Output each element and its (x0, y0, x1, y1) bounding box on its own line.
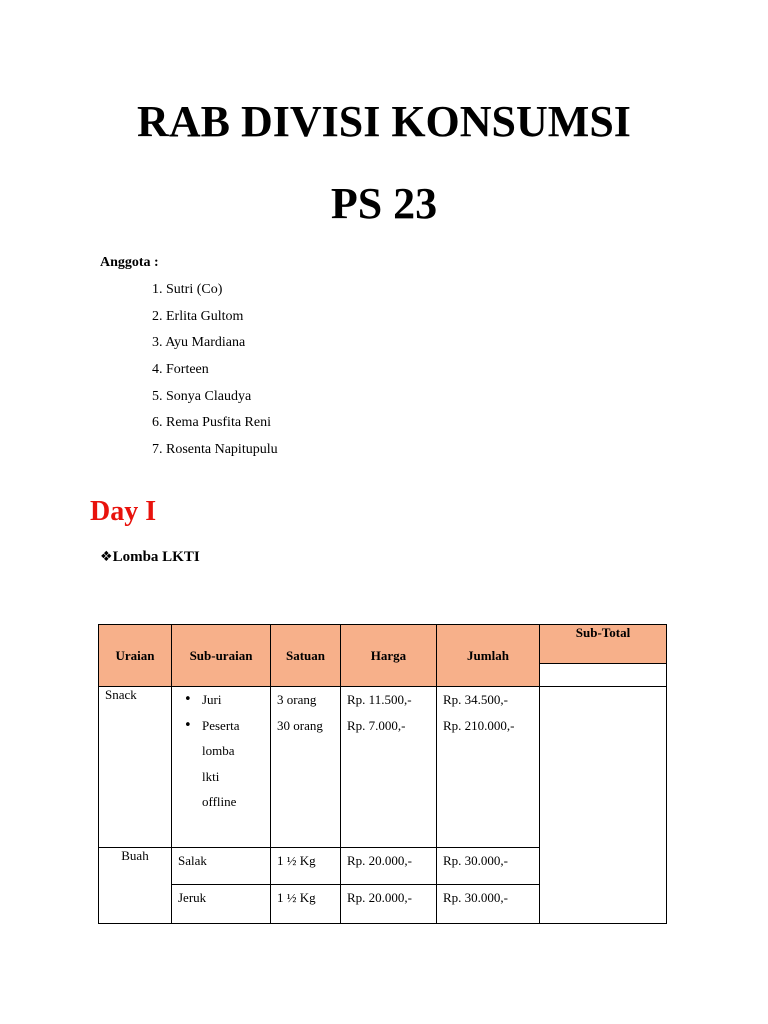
cell-sub-uraian (172, 885, 271, 924)
header-harga: Harga (341, 625, 437, 687)
header-sub-total (540, 625, 667, 687)
cell-sub-uraian (172, 848, 271, 885)
cell-harga (341, 687, 437, 848)
list-item (192, 713, 264, 815)
table-row (99, 687, 667, 848)
list-item: • Juri (192, 687, 264, 713)
list-item-line: lomba (202, 743, 235, 758)
header-uraian: Uraian (99, 625, 172, 687)
members-list (152, 280, 278, 467)
cell-value: 3 orang (277, 692, 317, 707)
list-item-line: lkti (202, 768, 220, 784)
cell-value: Jeruk (178, 890, 207, 905)
cell-value: Rp. 30.000,- (443, 853, 508, 868)
header-sub-uraian: Sub-uraian (172, 625, 271, 687)
list-item: 1. Sutri (Co) (152, 282, 223, 297)
cell-harga (341, 848, 437, 885)
cell-jumlah (437, 848, 540, 885)
cell-jumlah (437, 885, 540, 924)
header-satuan: Satuan (271, 625, 341, 687)
cell-value: Rp. 20.000,- (347, 853, 412, 868)
list-item: 4. Forteen (152, 362, 209, 378)
cell-sub-uraian (172, 687, 271, 848)
diamond-bullet-icon: ❖ (100, 549, 113, 565)
list-item: 6. Rema Pusfita Reni (152, 415, 271, 431)
day-heading: Day I (90, 496, 157, 527)
cell-jumlah (437, 687, 540, 848)
cell-value: Rp. 210.000,- (443, 717, 515, 733)
cell-value: 1 ½ Kg (277, 890, 316, 905)
cell-value: Rp. 30.000,- (443, 890, 508, 905)
table-header-row (99, 625, 667, 687)
sub-total-label: Sub-Total (575, 625, 631, 640)
cell-value: 1 ½ Kg (277, 853, 316, 868)
cell-satuan (271, 848, 341, 885)
document-subtitle: PS 23 (330, 179, 438, 228)
cell-value: Salak (178, 853, 207, 868)
budget-table (98, 624, 667, 924)
cell-sub-total (540, 687, 667, 924)
list-item: 3. Ayu Mardiana (152, 335, 246, 351)
document-title: RAB DIVISI KONSUMSI (137, 97, 631, 146)
list-item-line: • Peserta (202, 717, 240, 733)
cell-value: Rp. 34.500,- (443, 692, 508, 707)
section-label: Lomba LKTI (112, 549, 200, 565)
cell-value: Rp. 7.000,- (347, 717, 406, 733)
cell-value: 30 orang (277, 717, 323, 733)
cell-value: Rp. 11.500,- (347, 692, 412, 707)
sub-total-value-cell (540, 663, 666, 686)
cell-satuan (271, 885, 341, 924)
section-heading (100, 549, 200, 566)
cell-value: Rp. 20.000,- (347, 890, 412, 905)
header-jumlah: Jumlah (437, 625, 540, 687)
sub-uraian-list (178, 687, 264, 815)
list-item: 7. Rosenta Napitupulu (152, 442, 278, 458)
cell-uraian: Buah (99, 848, 172, 924)
cell-satuan (271, 687, 341, 848)
list-item: 5. Sonya Claudya (152, 388, 252, 404)
cell-harga (341, 885, 437, 924)
list-item: 2. Erlita Gultom (152, 308, 244, 324)
cell-uraian: Snack (99, 687, 172, 848)
list-item-line: offline (202, 794, 237, 809)
members-label: Anggota : (100, 255, 159, 270)
